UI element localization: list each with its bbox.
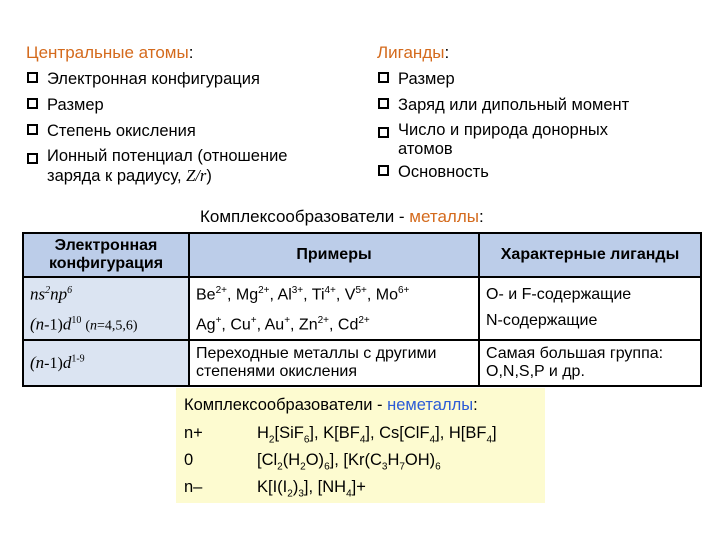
ligands-cell: Самая большая группа: O,N,S,P и др. bbox=[479, 340, 701, 386]
nonmetals-box bbox=[176, 388, 545, 503]
examples-cell bbox=[189, 277, 479, 340]
ligands-list bbox=[377, 40, 697, 185]
list-item: Ионный потенциал (отношение заряда к радиусу, Z/r) bbox=[26, 144, 346, 186]
metals-section-title: Комплексообразователи - металлы: bbox=[200, 207, 484, 226]
list-item: Число и природа донорных атомов bbox=[377, 118, 697, 159]
metals-table bbox=[22, 232, 702, 387]
nonmetal-examples-3: $K[I(I_2)_3]$, $[NH_4]+$ bbox=[257, 478, 366, 500]
checkbox-bullet-icon bbox=[27, 124, 38, 135]
checkbox-bullet-icon bbox=[27, 72, 38, 83]
config-ns2np6: $ns^2np^6$ bbox=[30, 284, 73, 304]
checkbox-bullet-icon bbox=[27, 98, 38, 109]
ligands-heading: Лиганды: bbox=[377, 43, 450, 62]
checkbox-bullet-icon bbox=[378, 72, 389, 83]
config-cell: $(n-1)d^{1-9}$ bbox=[23, 340, 189, 386]
nonmetal-examples-1: $H_2[SiF_6]$, $K[BF_4]$, Cs[ClF$_4$], $H[BF_4]$ bbox=[257, 424, 497, 446]
central-atoms-heading: Центральные атомы: bbox=[26, 43, 194, 62]
list-item: Основность bbox=[377, 159, 697, 185]
table-row bbox=[23, 277, 701, 340]
config-cell bbox=[23, 277, 189, 340]
central-atoms-list bbox=[26, 40, 346, 186]
examples-line-1: $Be^{2+}$, $Mg^{2+}$, $Al^{3+}$, $Ti^{4+}$, $V^{5+}$, $Mo^{6+}$ bbox=[196, 285, 410, 304]
list-item: n+ $H_2[SiF_6]$, $K[BF_4]$, Cs[ClF$_4$], $H[BF_4]$ bbox=[184, 424, 497, 446]
checkbox-bullet-icon bbox=[378, 98, 389, 109]
table-header-row bbox=[23, 233, 701, 277]
header-ligands: Характерные лиганды bbox=[479, 233, 701, 277]
list-item: Степень окисления bbox=[26, 118, 346, 144]
examples-cell: Переходные металлы с другими степенями окисления bbox=[189, 340, 479, 386]
examples-line-2: Ag+, Cu+, Au+, $Zn^{2+}$, $Cd^{2+}$ bbox=[196, 315, 370, 334]
checkbox-bullet-icon bbox=[378, 165, 389, 176]
list-item: Размер bbox=[377, 66, 697, 92]
list-item: Размер bbox=[26, 92, 346, 118]
nonmetals-section-title: Комплексообразователи - неметаллы: bbox=[184, 396, 478, 414]
header-examples: Примеры bbox=[189, 233, 479, 277]
list-item: Заряд или дипольный момент bbox=[377, 92, 697, 118]
config-n1d10: $(n-1)d^{10}$ (n=4,5,6) bbox=[30, 313, 138, 333]
list-item: n– $K[I(I_2)_3]$, $[NH_4]+$ bbox=[184, 478, 366, 500]
header-config: Электронная конфигурация bbox=[23, 233, 189, 277]
ligands-cell: O- и F-содержащие N-содержащие bbox=[479, 277, 701, 340]
nonmetal-examples-2: $[Cl_2(H_2O)_6]$, [$Kr(C_3H_7OH)_6$ bbox=[257, 451, 441, 473]
list-item: Электронная конфигурация bbox=[26, 66, 346, 92]
checkbox-bullet-icon bbox=[27, 153, 38, 164]
list-item: 0 $[Cl_2(H_2O)_6]$, [$Kr(C_3H_7OH)_6$ bbox=[184, 451, 441, 473]
checkbox-bullet-icon bbox=[378, 127, 389, 138]
table-row bbox=[23, 340, 701, 386]
